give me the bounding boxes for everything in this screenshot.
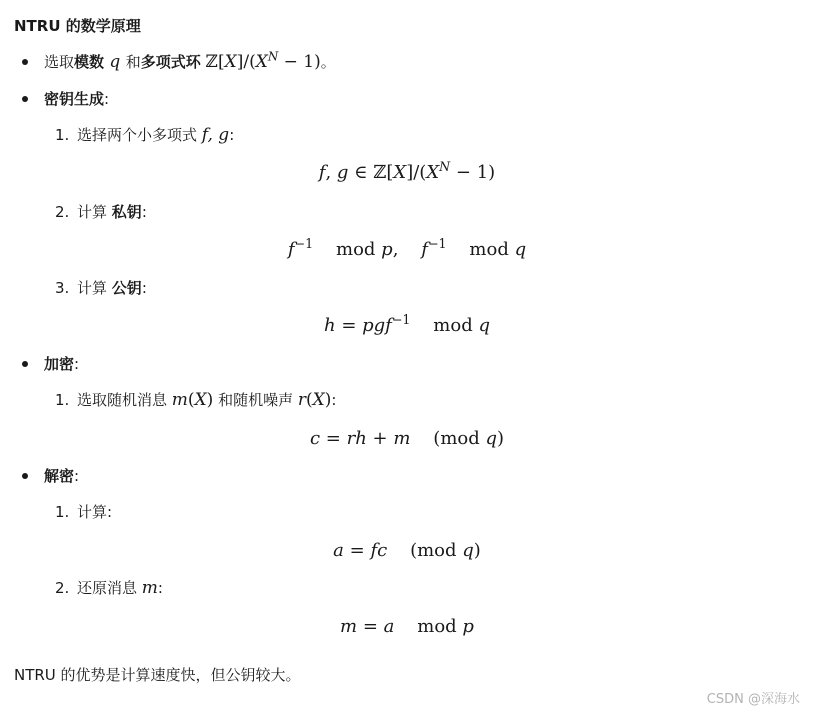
display-equation: $f^{-1}$ mod p, $f^{-1}$ mod q <box>287 236 527 260</box>
item-punct: : <box>74 355 80 373</box>
sub-text: 选择两个小多项式 <box>77 126 198 144</box>
sub-number: 2. <box>55 203 70 221</box>
sub-number: 3. <box>55 279 70 297</box>
sub-punct: : <box>141 279 147 297</box>
display-equation: m = a mod p <box>340 616 474 637</box>
item-punct: : <box>104 90 110 108</box>
bullet-dot <box>22 59 28 65</box>
inline-math: m <box>141 578 158 598</box>
item-text: 选取 <box>44 53 75 71</box>
inline-math: r(X) <box>297 390 332 410</box>
sub-text: 计算 <box>77 203 108 221</box>
sub-punct: : <box>107 503 113 521</box>
sub-bold: 公钥 <box>111 279 142 297</box>
sub-bold: 私钥 <box>111 203 142 221</box>
sub-punct: : <box>331 391 337 409</box>
sub-number: 1. <box>55 503 70 521</box>
item-bold: 加密 <box>44 355 75 373</box>
sub-item-keygen-2 <box>55 201 147 222</box>
sub-punct: : <box>141 203 147 221</box>
section-title: NTRU 的数学原理 <box>14 17 141 35</box>
list-item-modulus: 选取模数 q 和多项式环 $ℤ[X]/(X^N - 1)$。 <box>44 49 336 72</box>
item-bold: 多项式环 <box>140 53 201 71</box>
sub-punct: : <box>157 579 163 597</box>
sub-number: 1. <box>55 126 70 144</box>
sub-number: 1. <box>55 391 70 409</box>
display-equation: h = pgf$^{-1}$ mod q <box>324 312 490 336</box>
sub-text-mid: 和随机噪声 <box>218 391 294 409</box>
item-bold: 模数 <box>74 53 105 71</box>
sub-item-keygen-3 <box>55 277 147 298</box>
item-text-mid: 和 <box>125 53 141 71</box>
item-punct: : <box>74 467 80 485</box>
display-equation: a = fc (mod q) <box>333 540 481 561</box>
list-item-keygen <box>44 88 109 109</box>
display-equation: f, g ∈ $ℤ[X]/(X^N - 1)$ <box>318 159 496 183</box>
sub-item-keygen-1 <box>55 124 234 145</box>
bullet-dot <box>22 473 28 479</box>
sub-item-decrypt-2 <box>55 577 163 598</box>
inline-math-ring: $ℤ[X]/(X^N - 1)$ <box>205 49 321 72</box>
watermark: CSDN @深海水 <box>706 692 800 707</box>
sub-text: 计算 <box>77 503 108 521</box>
sub-text: 计算 <box>77 279 108 297</box>
item-bold: 解密 <box>44 467 75 485</box>
sub-text: 选取随机消息 <box>77 391 168 409</box>
item-bold: 密钥生成 <box>44 90 105 108</box>
display-equation: c = rh + m (mod q) <box>309 428 505 449</box>
bullet-dot <box>22 361 28 367</box>
inline-math: m(X) <box>171 390 214 410</box>
sub-punct: : <box>229 126 235 144</box>
sub-item-encrypt-1 <box>55 389 336 410</box>
summary-paragraph: NTRU 的优势是计算速度快，但公钥较大。 <box>14 666 301 684</box>
sub-text: 还原消息 <box>77 579 138 597</box>
sub-number: 2. <box>55 579 70 597</box>
list-item-encrypt <box>44 353 79 374</box>
sub-item-decrypt-1 <box>55 501 112 522</box>
inline-math: f, g <box>201 125 230 145</box>
item-punct: 。 <box>320 53 336 71</box>
list-item-decrypt <box>44 465 79 486</box>
bullet-dot <box>22 96 28 102</box>
